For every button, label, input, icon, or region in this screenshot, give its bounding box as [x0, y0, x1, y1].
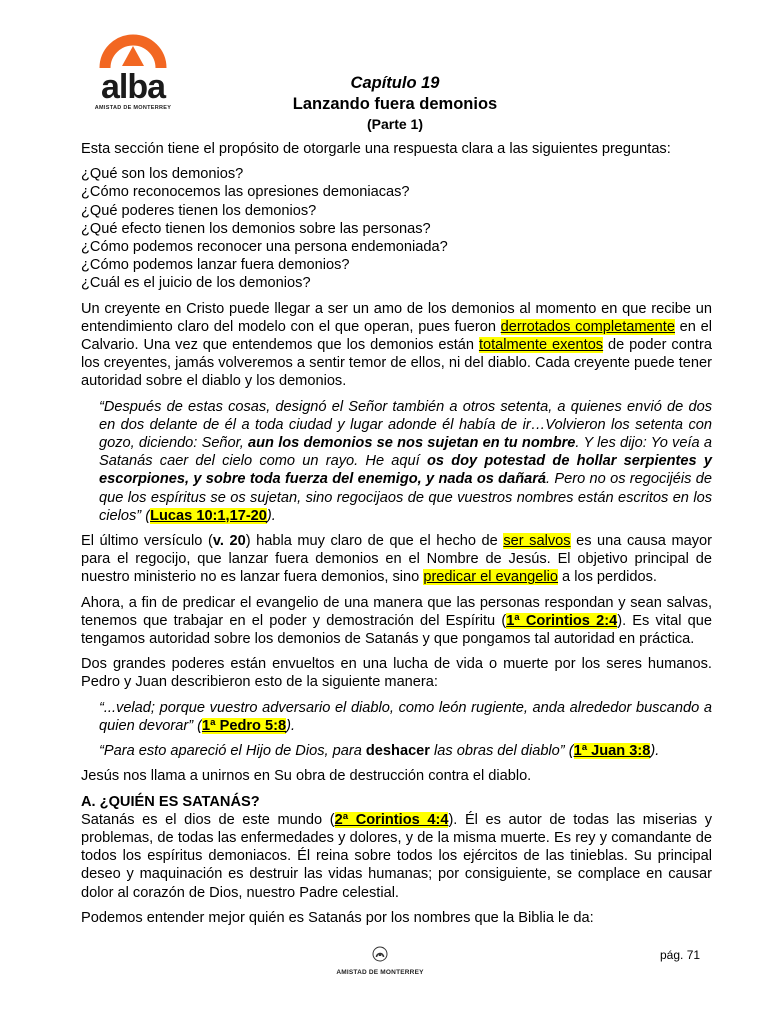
highlight-exentos: totalmente exentos — [478, 337, 604, 354]
highlight-derrotados: derrotados completamente — [500, 318, 675, 335]
intro-paragraph: Esta sección tiene el propósito de otorgarle una respuesta clara a las siguientes preguntas: — [81, 141, 671, 157]
alba-logo — [86, 18, 180, 114]
question-list — [81, 165, 712, 292]
footer-emblem-icon — [372, 946, 388, 962]
paragraph-names: Podemos entender mejor quién es Satanás por los nombres que la Biblia le da: — [81, 909, 594, 926]
page-title: Lanzando fuera demonios — [292, 95, 498, 113]
quote-peter: “...velad; porque vuestro adversario el diablo, como león rugiente, anda alrededor buscando a quien devorar” (1ª Pedro 5:8). — [99, 699, 712, 734]
question-item: ¿Qué efecto tienen los demonios sobre las personas? — [81, 220, 431, 237]
reference-1-corinthians: 1ª Corintios 2:4 — [506, 612, 618, 629]
reference-1-peter: 1ª Pedro 5:8 — [202, 717, 287, 734]
paragraph-last-verse: El último versículo (v. 20) habla muy claro de que el hecho de ser salvos es una causa mayor para el regocijo, que lanzar fuera demonios en el Nombre de Jesús. El objetivo principal de nuestro ministerio no es lanzar fuera demonios, sino predicar el evangelio a los perdidos. — [81, 533, 712, 586]
quote-john: “Para esto apareció el Hijo de Dios, para deshacer las obras del diablo” (1ª Juan 3:8). — [99, 743, 660, 760]
document-body — [81, 140, 712, 934]
page-subtitle: (Parte 1) — [366, 116, 424, 132]
paragraph-believer-authority: Un creyente en Cristo puede llegar a ser un amo de los demonios al momento en que recibe un entendimiento claro del modelo con el que operan, pues fueron derrotados completamente en el Calvario. Una vez que entendemos que los demonios están totalmente exentos de poder contra los creyentes, jamás volveremos a sentir temor de ellos, ni del diablo. Cada creyente puede tener autoridad sobre el diablo y los demonios. — [81, 300, 712, 390]
paragraph-two-powers: Dos grandes poderes están envueltos en una lucha de vida o muerte por los seres humanos. Pedro y Juan describieron esto de la siguiente manera: — [81, 656, 712, 691]
question-item: ¿Cómo podemos lanzar fuera demonios? — [81, 257, 350, 274]
question-item: ¿Cómo podemos reconocer una persona endemoniada? — [81, 239, 448, 256]
logo-text: alba — [100, 68, 166, 106]
reference-1-john: 1ª Juan 3:8 — [573, 743, 651, 760]
paragraph-satan: Satanás es el dios de este mundo (2ª Corintios 4:4). Él es autor de todas las miserias y problemas, de todas las enfermedades y dolores, y de la misma muerte. Es rey y comandante de todos los espíritus demoniacos. Él reina sobre todos los ejércitos de las tinieblas. Su principal deseo y maquinación es destruir las vidas humanas; por consiguiente, se complace en causar dolor al corazón de Dios, nuestro Padre celestial. — [81, 811, 712, 901]
footer-logo-text: AMISTAD DE MONTERREY — [336, 969, 424, 976]
chapter-label: Capítulo 19 — [350, 74, 440, 92]
logo-subtitle: AMISTAD DE MONTERREY — [94, 105, 172, 111]
paragraph-jesus-calls: Jesús nos llama a unirnos en Su obra de destrucción contra el diablo. — [81, 768, 532, 785]
logo-emblem-icon — [86, 18, 180, 70]
question-item: ¿Cómo reconocemos las opresiones demoniacas? — [81, 184, 410, 201]
question-item: ¿Qué son los demonios? — [81, 166, 244, 183]
highlight-predicar: predicar el evangelio — [423, 569, 558, 586]
page-number: pág. 71 — [660, 948, 701, 962]
section-heading-a: A. ¿QUIÉN ES SATANÁS? — [81, 793, 260, 810]
highlight-ser-salvos: ser salvos — [503, 533, 571, 550]
reference-luke: Lucas 10:1,17-20 — [150, 507, 267, 524]
footer-logo — [330, 946, 430, 976]
quote-luke: “Después de estas cosas, designó el Señor también a otros setenta, a quienes envió de dos en dos delante de él a toda ciudad y lugar adonde él había de ir…Volvieron los setenta con gozo, diciendo: Señor, aun los demonios se nos sujetan en tu nombre. Y les dijo: Yo veía a Satanás caer del cielo como un rayo. He aquí os doy potestad de hollar serpientes y escorpiones, y sobre toda fuerza del enemigo, y nada os dañará. Pero no os regocijéis de que los espíritus se os sujetan, sino regocijaos de que vuestros nombres están escritos en los cielos” (Lucas 10:1,17-20). — [99, 398, 713, 524]
paragraph-power-spirit: Ahora, a fin de predicar el evangelio de una manera que las personas respondan y sean salvas, tenemos que trabajar en el poder y demostración del Espíritu (1ª Corintios 2:4). Es vital que tengamos autoridad sobre los demonios de Satanás y que pongamos tal autoridad en práctica. — [81, 594, 712, 648]
question-item: ¿Cuál es el juicio de los demonios? — [81, 275, 311, 292]
reference-2-corinthians: 2ª Corintios 4:4 — [334, 811, 449, 828]
question-item: ¿Qué poderes tienen los demonios? — [81, 202, 317, 219]
